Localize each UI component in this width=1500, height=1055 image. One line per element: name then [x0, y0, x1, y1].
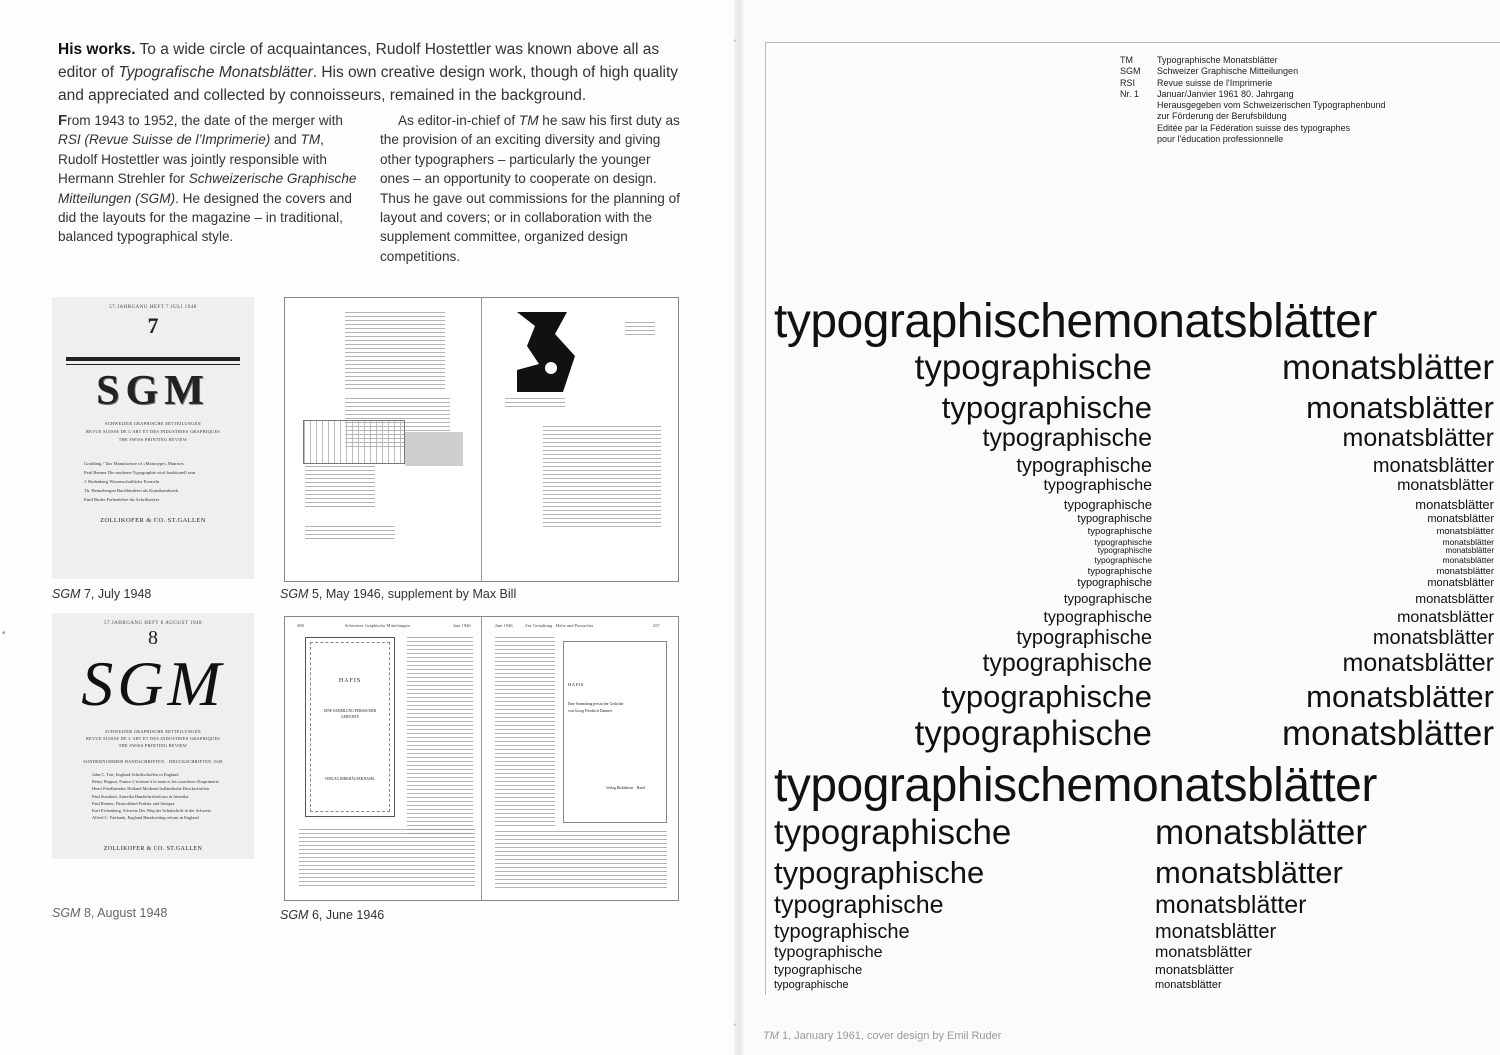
toc-title: Wissenschaftliche Formeln	[109, 479, 160, 484]
toc-title: Der Weg der Schulschrift in der Schweiz	[139, 808, 211, 814]
text-block	[505, 398, 565, 410]
sgm6-caption	[280, 908, 384, 922]
abstract-figure	[517, 312, 577, 392]
page-number: 498	[297, 623, 304, 628]
intro-text-1: To a wide circle of acquaintances, Rudolf Hostettler was known above all as editor of	[58, 41, 660, 81]
col2-text-c: he saw his first duty as the provision of an exciting diversity and giving other typographers – particularly the younger ones – an opportunity to cooperate on design. Thus he gave out commissions for the planning of layout and covers; or in collaboration with the supplement committee, organized design competitions.	[380, 113, 680, 264]
caption-title: SGM	[280, 587, 309, 601]
cover-line-full: typographischemonatsblätter	[774, 759, 1377, 812]
col2-text-b: TM	[518, 113, 539, 128]
cover-word-left: typographische	[774, 813, 1012, 852]
cover-word-right: monatsblätter	[1427, 577, 1494, 589]
caption-title: TM	[763, 1030, 779, 1042]
sgm8-subtitle-2: REVUE SUISSE DE L'ART ET DES INDUSTRIES GRAPHIQUES	[85, 736, 221, 741]
cover-word-left: typographische	[914, 714, 1152, 753]
cover-word-left: typographische	[774, 962, 863, 977]
sgm8-subtitle-3: THE SWISS PRINTING REVIEW	[118, 743, 188, 748]
body-column-2	[380, 111, 682, 266]
book-gutter	[734, 0, 744, 1055]
sgm7-rule	[66, 357, 240, 361]
running-head: Schweizer Graphische Mitteilungen	[345, 623, 410, 628]
cover-word-right: monatsblätter	[1155, 921, 1277, 943]
sgm7-header: 57.JAHRGANG HEFT 7 JULI 1948	[109, 305, 197, 310]
margin-mark: •	[2, 628, 6, 639]
toc-author: Rémy Peignot, France	[92, 779, 132, 785]
toc-entry	[92, 807, 252, 814]
left-page	[0, 0, 740, 1055]
cover-word-left: typographische	[1043, 609, 1152, 626]
toc-entry	[84, 477, 254, 486]
cover-word-right: monatsblätter	[1342, 424, 1494, 452]
sgm6-spread-image	[284, 616, 679, 901]
cover-word-right: monatsblätter	[1442, 555, 1494, 565]
cover-word-right: monatsblätter	[1436, 566, 1494, 577]
toc-entry	[84, 495, 254, 504]
masthead-key: Nr. 1	[1120, 88, 1140, 99]
masthead-line: Revue suisse de l'Imprimerie	[1157, 77, 1273, 88]
cover-word-left: typographische	[941, 390, 1152, 425]
sgm8-caption	[52, 906, 167, 920]
cover-word-left: typographische	[1016, 627, 1152, 649]
cover-word-left: typographische	[914, 348, 1152, 387]
cover-word-left: typographische	[1097, 546, 1152, 555]
masthead-key: RSI	[1120, 77, 1136, 88]
toc-author: Paul Renner, Deutschland	[92, 800, 138, 806]
caption-text: 6, June 1946	[308, 908, 385, 922]
text-block	[495, 637, 555, 829]
cover-caption	[763, 1030, 1001, 1042]
masthead-line: Schweizer Graphische Mitteilungen	[1157, 66, 1299, 77]
toc-author: Th. Hennebergen	[84, 488, 116, 493]
toc-title: Farbenlehre für Schriftsetzer	[106, 497, 160, 502]
toc-author: Karl Eichenberg, Schweiz	[92, 808, 138, 814]
cover-line-full: typographischemonatsblätter	[774, 295, 1377, 348]
sgm5-spread-image	[284, 297, 679, 582]
masthead-keys	[1120, 55, 1141, 100]
title-page-subtitle: Eine Sammlung persischer Gedichte	[568, 702, 624, 706]
cover-word-left: typographische	[941, 679, 1152, 714]
col2-text-a: As editor-in-chief of	[398, 113, 519, 128]
masthead-key: SGM	[1120, 66, 1141, 77]
toc-author: John C. Tarr, England	[92, 772, 131, 777]
toc-title: Handschriftreform in Amerika	[134, 793, 189, 799]
sgm7-subtitle-3: THE SWISS PRINTING REVIEW	[118, 437, 188, 442]
text-block	[625, 322, 655, 336]
caption-text: 1, January 1961, cover design by Emil Ruder	[778, 1030, 1002, 1042]
toc-title: Moderne holländische Druckschriften	[142, 786, 210, 792]
masthead-lines	[1157, 55, 1386, 145]
toc-entry	[84, 468, 254, 477]
margin-mark: ◦	[733, 1020, 737, 1031]
caption-title: SGM	[52, 906, 81, 920]
title-page-author: von Georg Friedrich Daumer	[568, 709, 613, 713]
col1-text-f: Schweizerische Graphische Mitteilungen (SGM)	[58, 171, 357, 206]
sgm7-caption	[52, 587, 151, 601]
cover-word-right: monatsblätter	[1306, 679, 1494, 714]
plan-drawing	[303, 420, 405, 464]
masthead-line: pour l'éducation professionnelle	[1157, 134, 1284, 145]
cover-word-right: monatsblätter	[1306, 390, 1494, 425]
col1-text-a: rom 1943 to 1952, the date of the merger with	[67, 113, 343, 128]
text-block	[345, 312, 445, 392]
sgm7-rule-thin	[66, 364, 240, 365]
col1-text-d: TM	[300, 132, 321, 148]
sgm8-header: 57.JAHRGANG HEFT 8 AUGUST 1948	[103, 621, 203, 626]
running-date: Juni 1946	[453, 623, 471, 628]
col1-text-g: . He designed the covers and did the layouts for the magazine – in traditional, balanced typographical style.	[58, 190, 352, 245]
cover-word-left: typographische	[1016, 455, 1152, 477]
cover-word-left: typographische	[1043, 477, 1152, 494]
cover-word-right: monatsblätter	[1281, 348, 1494, 387]
cover-word-left: typographische	[1077, 577, 1152, 589]
caption-text: 7, July 1948	[80, 587, 152, 601]
cover-word-right: monatsblätter	[1155, 944, 1252, 961]
cover-word-right: monatsblätter	[1397, 609, 1494, 626]
cover-word-right: monatsblätter	[1415, 497, 1494, 512]
cover-word-left: typographische	[1077, 513, 1152, 525]
book-subtitle: EINE SAMMLUNG PERSISCHER GEDICHTE	[323, 709, 377, 719]
cover-word-left: typographische	[774, 979, 849, 991]
cover-word-left: typographische	[1094, 537, 1152, 547]
cover-word-left: typographische	[1063, 591, 1152, 606]
toc-author: Paul Standard, Amerika	[92, 793, 134, 799]
cover-word-left: typographische	[982, 649, 1152, 677]
sgm8-issue-number: 8	[148, 627, 158, 649]
intro-paragraph	[58, 38, 688, 107]
toc-author: Goulding / Tarr	[84, 461, 113, 466]
sgm8-subtitle-1: SCHWEIZER GRAPHISCHE MITTEILUNGEN	[105, 729, 201, 734]
col1-text-c: and	[270, 132, 301, 148]
intro-lead: His works.	[58, 41, 136, 58]
masthead-key: TM	[1120, 55, 1133, 65]
sgm8-cover-image	[52, 613, 254, 859]
intro-text-3: . His own creative design work, though of high quality and appreciated and collected by connoisseurs, remained in the background.	[58, 64, 679, 104]
running-date: Juni 1946	[495, 623, 513, 628]
toc-title: Schriftschaffen in England	[131, 772, 179, 777]
cover-word-right: monatsblätter	[1342, 649, 1494, 677]
cover-word-right: monatsblätter	[1372, 455, 1494, 477]
toc-title: Buchbinderei als Kunsthandwerk	[116, 488, 179, 493]
toc-title: Fraktur und Antiqua	[138, 800, 175, 806]
book-title: HAFIS	[338, 678, 362, 684]
toc-author: Emil Ruder	[84, 497, 106, 502]
caption-title: SGM	[52, 587, 81, 601]
toc-title: Die moderne Typographie wird funktionell sein	[107, 470, 196, 475]
cover-word-right: monatsblätter	[1155, 979, 1222, 991]
sgm7-issue-number: 7	[147, 313, 159, 338]
toc-author: J. Rodenberg	[84, 479, 109, 484]
toc-entry	[92, 778, 252, 785]
spread-fold	[481, 617, 482, 900]
cover-word-right: monatsblätter	[1281, 714, 1494, 753]
title-page-illustration	[563, 641, 667, 823]
sgm7-subtitle-2: REVUE SUISSE DE L'ART ET DES INDUSTRIES GRAPHIQUES	[85, 429, 221, 434]
cover-word-right: monatsblätter	[1155, 962, 1234, 977]
toc-entry	[92, 785, 252, 792]
toc-author: Paul Renner	[84, 470, 107, 475]
cover-word-left: typographische	[774, 891, 944, 919]
cover-word-right: monatsblätter	[1415, 591, 1494, 606]
cover-word-left: typographische	[774, 921, 910, 943]
col1-initial: F	[58, 112, 68, 129]
sgm5-caption	[280, 587, 516, 601]
text-block	[305, 526, 395, 542]
cover-word-right: monatsblätter	[1436, 526, 1494, 537]
cover-word-left: typographische	[1087, 526, 1152, 537]
toc-entry	[92, 800, 252, 807]
cover-word-left: typographische	[774, 855, 985, 890]
cover-word-left: typographische	[1063, 497, 1152, 512]
toc-author: Henri Friedlaender, Holland	[92, 786, 142, 792]
toc-title: L'écriture à la main et les caractères d'imprimerie	[132, 779, 219, 785]
caption-text: 5, May 1946, supplement by Max Bill	[308, 587, 517, 601]
sgm8-logo: SGM	[81, 648, 225, 719]
sgm7-subtitle-1: SCHWEIZER GRAPHISCHE MITTEILUNGEN	[105, 421, 201, 426]
body-column-1	[58, 111, 358, 247]
sgm7-publisher: ZOLLIKOFER & CO. ST.GALLEN	[100, 517, 206, 524]
book-publisher: VERLAG BIRKHÄUSER BASEL	[324, 777, 376, 781]
sgm8-special-issue: SONDERNUMMER HANDSCHRIFTEN · DRUCKSCHRIFTEN 1948	[83, 759, 223, 764]
text-block	[305, 466, 375, 510]
cover-word-right: monatsblätter	[1155, 813, 1368, 852]
sgm7-contents	[84, 459, 254, 504]
toc-title: Handwriting reform in England	[143, 815, 199, 821]
title-page-heading: HAFIS	[568, 682, 585, 687]
masthead-line: zur Förderung der Berufsbildung	[1157, 111, 1287, 122]
toc-entry	[84, 486, 254, 495]
cover-word-right: monatsblätter	[1427, 513, 1494, 525]
cover-word-right: monatsblätter	[1155, 891, 1307, 919]
cover-word-right: monatsblätter	[1442, 537, 1494, 547]
text-block	[543, 426, 661, 530]
toc-entry	[92, 771, 252, 778]
title-page-publisher: Verlag Birkhäuser · Basel	[606, 786, 646, 790]
caption-text: 8, August 1948	[80, 906, 168, 920]
intro-text-title: Typografische Monatsblätter	[118, 64, 313, 81]
cover-word-left: typographische	[1087, 566, 1152, 577]
masthead-line: Editée par la Fédération suisse des typographes	[1157, 122, 1351, 133]
cover-word-left: typographische	[774, 944, 883, 961]
col1-text-b: RSI (Revue Suisse de l’Imprimerie)	[58, 132, 271, 148]
toc-entry	[92, 793, 252, 800]
toc-author: Alfred C. Fairbank, England	[92, 815, 143, 821]
text-block	[299, 829, 475, 889]
col1-text-e: , Rudolf Hostettler was jointly responsible with Hermann Strehler for	[58, 132, 327, 187]
caption-title: SGM	[280, 908, 309, 922]
photo-placeholder	[405, 432, 463, 466]
toc-entry	[92, 814, 252, 821]
cover-word-left: typographische	[982, 424, 1152, 452]
text-block	[495, 831, 667, 891]
book-cover-illustration	[305, 637, 395, 817]
sgm7-cover-image	[52, 297, 254, 579]
running-head: Zur Gestaltung · Hafis und Persisches	[525, 623, 594, 628]
page-number: 257	[653, 623, 660, 628]
cover-word-right: monatsblätter	[1372, 627, 1494, 649]
sgm8-publisher: ZOLLIKOFER & CO. ST.GALLEN	[103, 846, 203, 852]
spread-fold	[481, 298, 482, 581]
text-block	[407, 637, 473, 837]
margin-mark: ◦	[733, 36, 737, 47]
cover-word-left: typographische	[1094, 555, 1152, 565]
toc-title: Manufacture of «Monotype» Matrices	[113, 461, 184, 466]
cover-word-right: monatsblätter	[1397, 477, 1494, 494]
toc-entry	[84, 459, 254, 468]
masthead-line: Januar/Janvier 1961 80. Jahrgang	[1157, 88, 1294, 99]
sgm7-logo: SGM	[96, 368, 210, 414]
sgm8-contents	[92, 771, 252, 821]
masthead-line: Herausgegeben vom Schweizerischen Typographenbund	[1157, 100, 1386, 111]
cover-word-right: monatsblätter	[1445, 546, 1494, 555]
masthead-line: Typographische Monatsblätter	[1157, 55, 1278, 65]
cover-word-right: monatsblätter	[1155, 855, 1343, 890]
